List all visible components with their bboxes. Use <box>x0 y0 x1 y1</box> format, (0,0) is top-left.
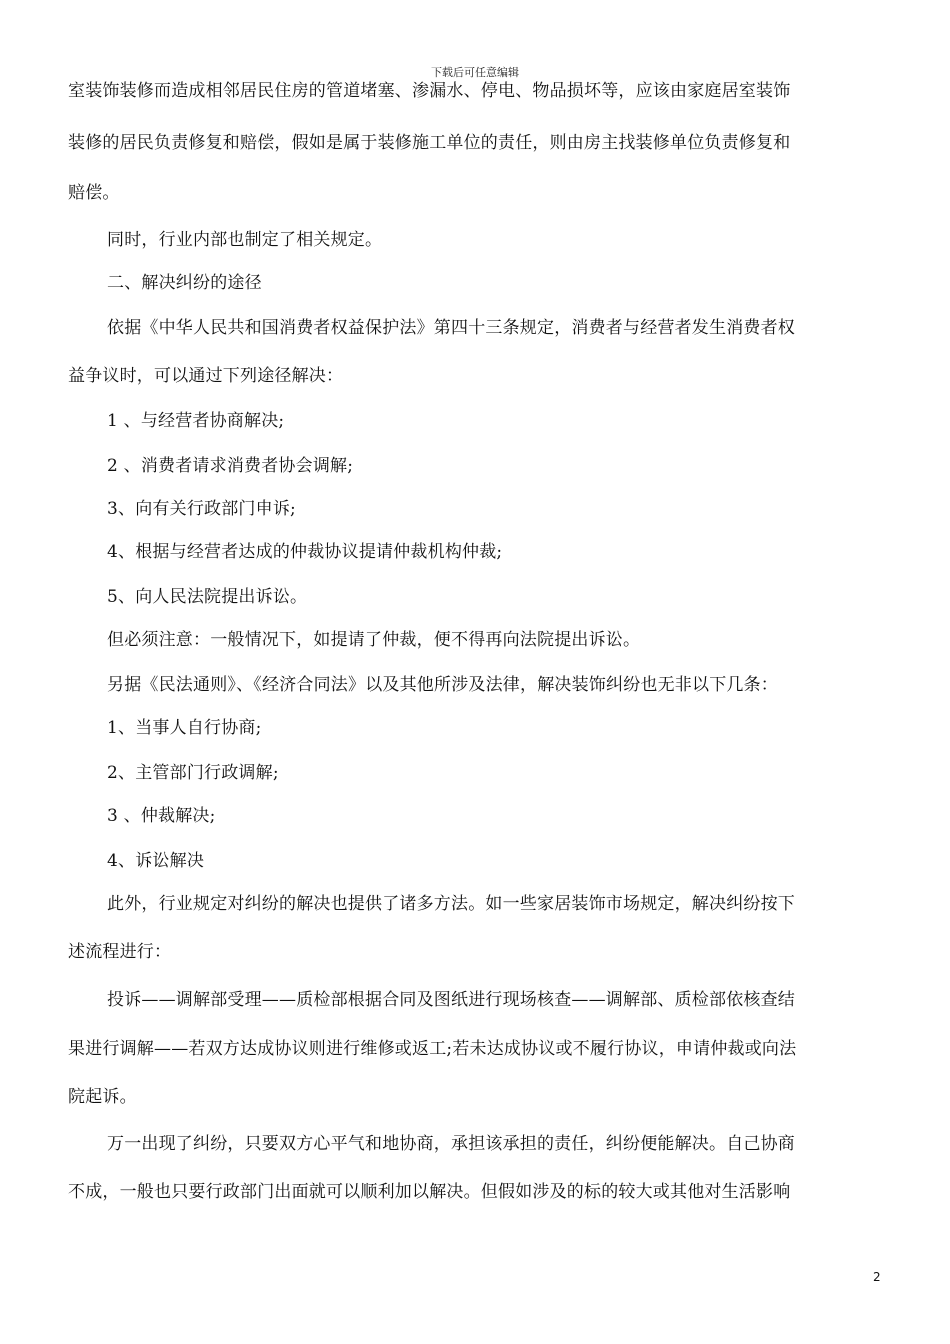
text-line: 同时，行业内部也制定了相关规定。 <box>107 230 383 250</box>
text-line: 万一出现了纠纷，只要双方心平气和地协商，承担该承担的责任，纠纷便能解决。自己协商 <box>107 1134 795 1154</box>
text-line: 室装饰装修而造成相邻居民住房的管道堵塞、渗漏水、停电、物品损坏等，应该由家庭居室装饰 <box>68 81 791 101</box>
text-line: 装修的居民负责修复和赔偿，假如是属于装修施工单位的责任，则由房主找装修单位负责修复和 <box>68 133 791 153</box>
list-item: 4、根据与经营者达成的仲裁协议提请仲裁机构仲裁; <box>107 542 503 562</box>
text-line: 院起诉。 <box>68 1087 137 1107</box>
list-item: 2、主管部门行政调解; <box>107 763 279 783</box>
list-item: 2 、消费者请求消费者协会调解; <box>107 456 354 476</box>
section-heading: 二、解决纠纷的途径 <box>107 273 262 293</box>
text-line: 果进行调解——若双方达成协议则进行维修或返工;若未达成协议或不履行协议，申请仲裁或向法 <box>68 1039 797 1059</box>
list-item: 3 、仲裁解决; <box>107 806 216 826</box>
page-number: 2 <box>873 1270 881 1284</box>
list-item: 5、向人民法院提出诉讼。 <box>107 587 308 607</box>
text-line: 此外，行业规定对纠纷的解决也提供了诸多方法。如一些家居装饰市场规定，解决纠纷按下 <box>107 894 795 914</box>
list-item: 4、诉讼解决 <box>107 851 205 871</box>
page-header: 下载后可任意编辑 <box>431 66 519 79</box>
text-line: 投诉——调解部受理——质检部根据合同及图纸进行现场核查——调解部、质检部依核查结 <box>107 990 795 1010</box>
list-item: 1 、与经营者协商解决; <box>107 411 285 431</box>
text-line: 益争议时，可以通过下列途径解决： <box>68 366 344 386</box>
list-item: 1、当事人自行协商; <box>107 718 262 738</box>
text-line: 依据《中华人民共和国消费者权益保护法》第四十三条规定，消费者与经营者发生消费者权 <box>107 318 795 338</box>
text-line: 赔偿。 <box>68 183 120 203</box>
list-item: 3、向有关行政部门申诉; <box>107 499 296 519</box>
text-line: 另据《民法通则》、《经济合同法》以及其他所涉及法律，解决装饰纠纷也无非以下几条： <box>107 675 778 695</box>
text-line: 不成，一般也只要行政部门出面就可以顺利加以解决。但假如涉及的标的较大或其他对生活影响 <box>68 1182 791 1202</box>
text-line: 述流程进行： <box>68 942 172 962</box>
text-line: 但必须注意：一般情况下，如提请了仲裁，便不得再向法院提出诉讼。 <box>107 630 641 650</box>
